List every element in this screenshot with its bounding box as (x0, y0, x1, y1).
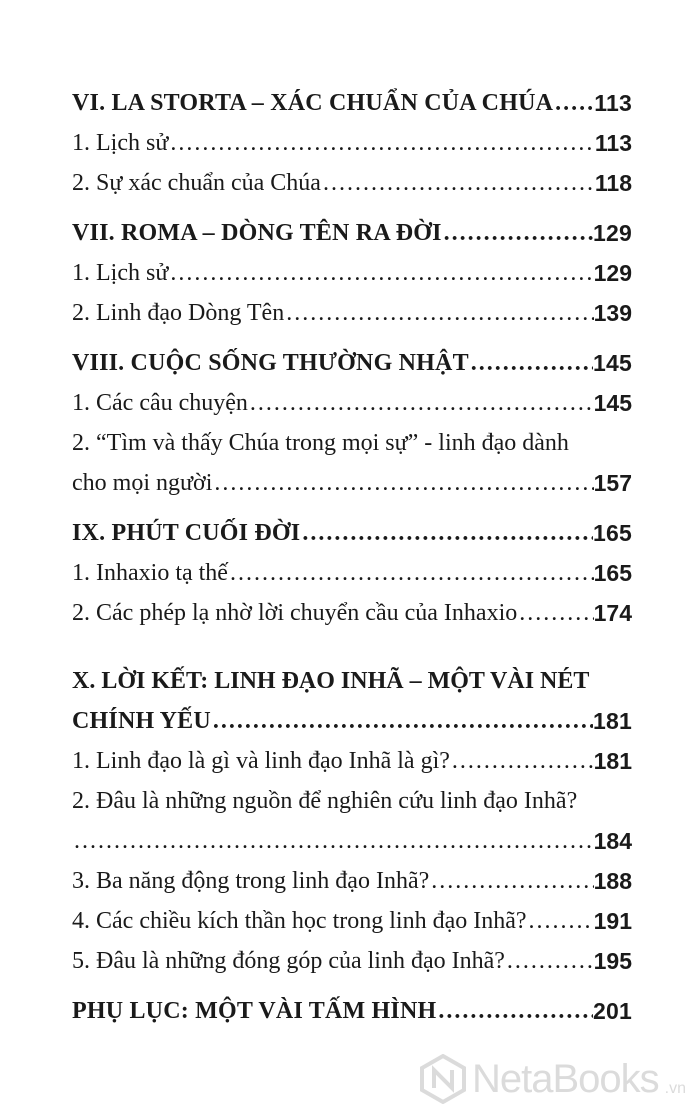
toc-dot-leader (300, 518, 593, 549)
table-of-contents (72, 88, 632, 1036)
toc-section-entry[interactable] (72, 558, 632, 589)
toc-page-number: 201 (593, 998, 632, 1024)
toc-entry-label: VII. ROMA – DÒNG TÊN RA ĐỜI (72, 220, 442, 246)
toc-section-entry[interactable] (72, 906, 632, 937)
toc-chapter-entry[interactable] (72, 706, 632, 737)
toc-page-number: 181 (593, 708, 632, 734)
toc-dot-leader (228, 558, 594, 589)
toc-page-number: 129 (593, 260, 632, 286)
toc-page-number: 157 (593, 470, 632, 496)
toc-page-number: 191 (593, 908, 632, 934)
toc-section-entry[interactable] (72, 946, 632, 977)
toc-page-number: 129 (593, 220, 632, 246)
toc-entry-label: 1. Lịch sử (72, 130, 169, 156)
toc-dot-leader (442, 218, 593, 249)
toc-page-number: 118 (594, 170, 632, 196)
toc-dot-leader (527, 906, 594, 937)
toc-dot-leader (248, 388, 594, 419)
toc-dot-leader (321, 168, 595, 199)
toc-section-entry[interactable] (72, 598, 632, 629)
toc-page-number: 113 (594, 90, 632, 116)
toc-chapter-entry[interactable] (72, 348, 632, 379)
toc-page-number: 181 (593, 748, 632, 774)
toc-page-number: 165 (593, 560, 632, 586)
toc-entry-label: 4. Các chiều kích thần học trong linh đạo Inhã? (72, 908, 527, 934)
toc-section-entry[interactable] (72, 168, 632, 199)
toc-entry-label-line1: 2. “Tìm và thấy Chúa trong mọi sự” - linh đạo dành (72, 430, 569, 456)
toc-entry-label: 1. Linh đạo là gì và linh đạo Inhã là gì? (72, 748, 450, 774)
toc-entry-label-line1: X. LỜI KẾT: LINH ĐẠO INHÃ – MỘT VÀI NÉT (72, 668, 590, 694)
toc-section-entry[interactable] (72, 128, 632, 159)
toc-chapter-entry[interactable] (72, 88, 632, 119)
toc-section-entry[interactable] (72, 298, 632, 329)
toc-page-number: 145 (593, 390, 632, 416)
watermark-suffix: .vn (664, 1080, 686, 1097)
toc-page-number: 174 (593, 600, 632, 626)
toc-page-number: 113 (594, 130, 632, 156)
toc-entry-label: 1. Lịch sử (72, 260, 169, 286)
toc-entry-label: VIII. CUỘC SỐNG THƯỜNG NHẬT (72, 350, 469, 376)
toc-page-number: 195 (593, 948, 632, 974)
toc-entry-label: VI. LA STORTA – XÁC CHUẨN CỦA CHÚA (72, 90, 554, 116)
toc-page-number: 165 (593, 520, 632, 546)
toc-dot-leader (284, 298, 593, 329)
toc-dot-leader (553, 88, 594, 119)
watermark-text: NetaBooks (471, 1056, 659, 1101)
toc-entry-label: 1. Các câu chuyện (72, 390, 248, 416)
toc-dot-leader (212, 468, 593, 499)
toc-entry-label: 2. Linh đạo Dòng Tên (72, 300, 285, 326)
toc-page-number: 145 (593, 350, 632, 376)
toc-dot-leader (505, 946, 594, 977)
netabooks-watermark (420, 1054, 686, 1104)
toc-entry-label: 1. Inhaxio tạ thế (72, 560, 228, 586)
toc-section-entry[interactable] (72, 468, 632, 499)
toc-dot-leader (168, 258, 593, 289)
toc-entry-label: 2. Sự xác chuẩn của Chúa (72, 170, 321, 196)
toc-entry-label: PHỤ LỤC: MỘT VÀI TẤM HÌNH (72, 998, 437, 1024)
toc-section-entry[interactable] (72, 746, 632, 777)
toc-chapter-entry[interactable] (72, 996, 632, 1027)
toc-entry-label: 2. Các phép lạ nhờ lời chuyển cầu của Inhaxio (72, 600, 518, 626)
toc-section-entry[interactable] (72, 388, 632, 419)
toc-dot-leader (429, 866, 593, 897)
toc-dot-leader (436, 996, 593, 1027)
toc-chapter-entry[interactable] (72, 218, 632, 249)
toc-page-number: 139 (593, 300, 632, 326)
toc-entry-label: 5. Đâu là những đóng góp của linh đạo Inhã? (72, 948, 505, 974)
toc-entry-label: IX. PHÚT CUỐI ĐỜI (72, 520, 301, 546)
toc-page-number: 188 (593, 868, 632, 894)
netabooks-logo-icon (420, 1054, 466, 1104)
toc-section-entry[interactable] (72, 826, 632, 857)
toc-dot-leader (469, 348, 593, 379)
toc-entry-label-line1: 2. Đâu là những nguồn để nghiên cứu linh đạo Inhã? (72, 788, 578, 814)
toc-entry-label: CHÍNH YẾU (72, 708, 211, 734)
toc-entry-label: cho mọi người (72, 470, 213, 496)
toc-chapter-entry[interactable] (72, 518, 632, 549)
toc-dot-leader (450, 746, 594, 777)
toc-dot-leader (211, 706, 593, 737)
toc-dot-leader (517, 598, 593, 629)
toc-section-entry[interactable] (72, 258, 632, 289)
toc-dot-leader (72, 826, 594, 857)
toc-dot-leader (168, 128, 595, 159)
toc-page-number: 184 (593, 828, 632, 854)
toc-entry-label: 3. Ba năng động trong linh đạo Inhã? (72, 868, 430, 894)
toc-section-entry[interactable] (72, 866, 632, 897)
